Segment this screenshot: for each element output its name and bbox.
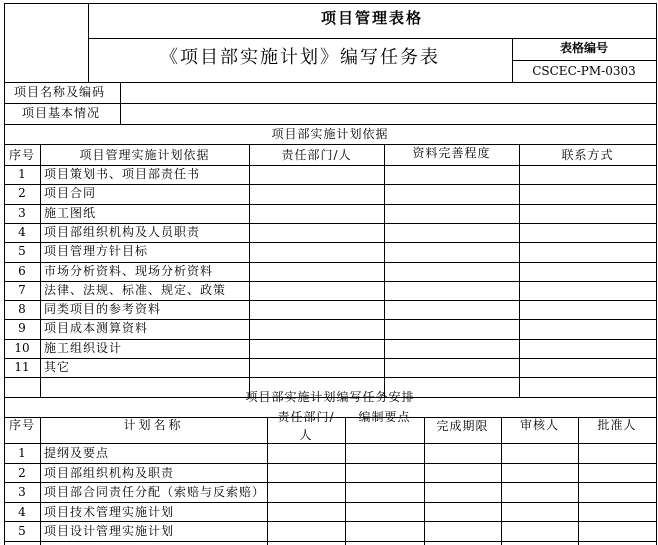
grid-line (4, 319, 656, 320)
grid-line (4, 3, 5, 545)
basis-col-dept: 责任部门/人 (281, 148, 352, 162)
task-row-name: 项目技术管理实施计划 (44, 504, 175, 519)
basis-row-name: 项目合同 (44, 186, 97, 201)
grid-line (4, 103, 656, 104)
task-row-no: 1 (18, 446, 26, 460)
grid-line (656, 3, 657, 545)
grid-line (4, 262, 656, 263)
project-name-label: 项目名称及编码 (14, 85, 106, 99)
basis-row-name: 法律、法规、标准、规定、政策 (44, 282, 227, 297)
grid-line (4, 417, 656, 418)
grid-line (4, 144, 656, 145)
project-basic-label: 项目基本情况 (22, 106, 101, 120)
grid-line (4, 502, 656, 503)
task-row-no: 4 (18, 504, 26, 519)
grid-line (4, 242, 656, 243)
task-col-no: 序号 (8, 418, 35, 432)
basis-col-no: 序号 (8, 148, 35, 162)
grid-line (267, 417, 268, 545)
task-col-deadline: 完成期限 (436, 419, 489, 433)
basis-row-no: 1 (18, 167, 26, 181)
basis-row-name: 市场分析资料、现场分析资料 (44, 263, 214, 278)
basis-row-no: 4 (18, 224, 26, 239)
grid-line (249, 144, 250, 397)
task-col-points: 编制要点 (358, 410, 411, 424)
task-col-reviewer: 审核人 (519, 418, 559, 432)
basis-row-name: 项目策划书、项目部责任书 (44, 167, 201, 181)
grid-line (4, 358, 656, 359)
grid-line (4, 482, 656, 483)
grid-line (4, 3, 656, 4)
grid-line (120, 82, 121, 124)
grid-line (512, 60, 656, 61)
basis-row-no: 11 (14, 360, 30, 374)
task-row-no: 5 (18, 524, 26, 538)
task-section-title: 项目部实施计划编写任务安排 (245, 390, 415, 404)
task-row-name: 项目部合同责任分配（索赔与反索赔） (44, 485, 266, 499)
grid-line (519, 144, 520, 397)
grid-line (4, 397, 656, 398)
task-row-name: 提纲及要点 (44, 446, 110, 460)
grid-line (40, 144, 41, 397)
grid-line (40, 417, 41, 545)
task-row-no: 2 (18, 465, 26, 480)
grid-line (4, 184, 656, 185)
basis-row-name: 项目成本测算资料 (44, 321, 149, 336)
grid-line (4, 443, 656, 444)
grid-line (4, 377, 656, 378)
task-row-name: 项目部组织机构及职责 (44, 465, 175, 480)
task-row-no: 3 (18, 485, 26, 499)
grid-line (4, 541, 656, 542)
grid-line (345, 417, 346, 545)
grid-line (4, 165, 656, 166)
basis-row-no: 8 (18, 302, 26, 317)
basis-row-name: 项目管理方针目标 (44, 244, 149, 259)
basis-row-no: 2 (18, 186, 26, 201)
grid-line (4, 82, 656, 83)
grid-line (501, 417, 502, 545)
grid-line (4, 281, 656, 282)
grid-line (4, 463, 656, 464)
basis-row-name: 其它 (44, 360, 71, 374)
basis-row-no: 10 (14, 340, 30, 355)
form-subtitle: 《项目部实施计划》编写任务表 (160, 47, 440, 68)
basis-row-no: 9 (18, 321, 26, 336)
basis-row-no: 7 (18, 282, 26, 297)
grid-line (4, 300, 656, 301)
basis-row-name: 施工图纸 (44, 205, 97, 220)
basis-section-title: 项目部实施计划依据 (271, 127, 389, 141)
basis-row-name: 施工组织设计 (44, 340, 123, 355)
grid-line (4, 521, 656, 522)
grid-line (88, 3, 89, 82)
grid-line (4, 124, 656, 125)
basis-row-no: 6 (18, 263, 26, 278)
task-col-name: 计划名称 (123, 418, 184, 432)
basis-col-completeness: 资料完善程度 (412, 146, 491, 160)
grid-line (4, 204, 656, 205)
task-col-dept-line2: 人 (299, 428, 313, 442)
grid-line (424, 417, 425, 545)
grid-line (4, 339, 656, 340)
form-title: 项目管理表格 (320, 9, 423, 27)
basis-row-name: 同类项目的参考资料 (44, 302, 162, 317)
grid-line (578, 417, 579, 545)
grid-line (88, 38, 656, 39)
basis-row-name: 项目部组织机构及人员职责 (44, 224, 201, 239)
grid-line (4, 223, 656, 224)
task-row-name: 项目设计管理实施计划 (44, 524, 175, 538)
basis-col-contact: 联系方式 (561, 148, 614, 162)
basis-col-basis: 项目管理实施计划依据 (79, 148, 210, 162)
task-col-approver: 批准人 (597, 418, 637, 432)
basis-row-no: 5 (18, 244, 26, 259)
task-col-dept-line1: 责任部门/ (277, 410, 335, 424)
form-code-value: CSCEC-PM-0303 (532, 64, 636, 78)
form-code-label: 表格编号 (559, 41, 608, 55)
basis-row-no: 3 (18, 205, 26, 220)
grid-line (384, 144, 385, 397)
